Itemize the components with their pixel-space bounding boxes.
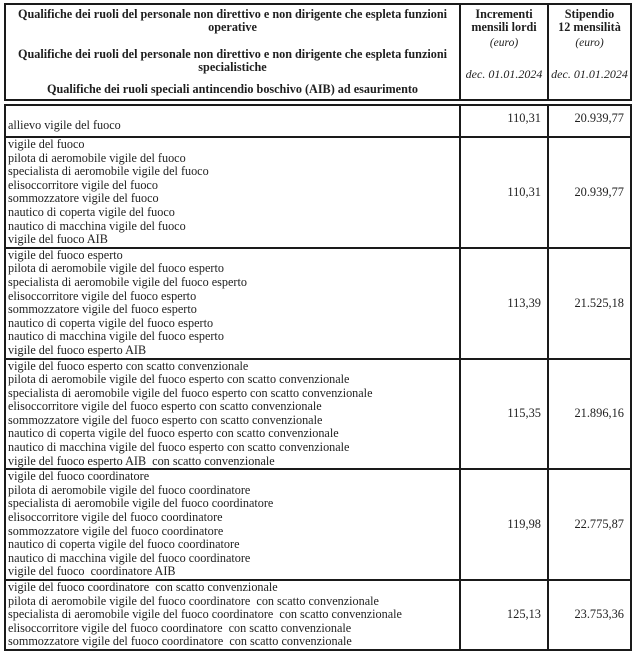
header-incrementi-date: dec. 01.01.2024 [465,67,543,81]
qualifica-item: specialista di aeromobile vigile del fuoco [8,164,209,179]
qualifica-item: vigile del fuoco AIB [8,232,108,247]
stipendio-cell: 21.525,18 [547,249,630,358]
qualifica-item: vigile del fuoco esperto con scatto convenzionale [8,358,249,373]
salary-table [4,3,632,651]
header-stipendio-title-2: 12 mensilità [558,20,621,34]
qualifica-item: nautico di coperta vigile del fuoco esperto con scatto convenzionale [8,426,339,441]
qualifica-item: nautico di coperta vigile del fuoco esperto [8,315,214,330]
qualifiche-cell [6,360,459,469]
header-stipendio-unit: (euro) [575,37,604,49]
qualifica-item: pilota di aeromobile vigile del fuoco coordinatore [8,482,251,497]
header-stipendio-title-1: Stipendio [564,7,615,21]
table-body [4,104,632,651]
table-row [6,247,630,358]
qualifica-item: sommozzatore vigile del fuoco [8,191,159,206]
header-qualifiche-operative: Qualifiche dei ruoli del personale non direttivo e non dirigente che espleta funzioni operative [17,7,448,34]
qualifica-item: vigile del fuoco [8,137,85,151]
header-incrementi-title-2: mensili lordi [471,20,537,34]
table-row [6,358,630,469]
header-qualifiche-aib: Qualifiche dei ruoli speciali antincendio boschivo (AIB) ad esaurimento [46,82,419,96]
header-qualifiche-cell [6,5,459,99]
qualifica-item: nautico di coperta vigile del fuoco [8,204,175,219]
qualifica-item: specialista di aeromobile vigile del fuoco coordinatore con scatto convenzionale [8,607,402,622]
incremento-cell: 115,35 [459,360,547,469]
qualifiche-cell [6,470,459,579]
table-row [6,468,630,579]
stipendio-cell: 20.939,77 [547,106,630,136]
stipendio-cell: 22.775,87 [547,470,630,579]
qualifica-item: allievo vigile del fuoco [8,118,121,132]
qualifica-item: sommozzatore vigile del fuoco coordinatore [8,523,224,538]
qualifica-item: pilota di aeromobile vigile del fuoco esperto con scatto convenzionale [8,372,350,387]
qualifica-item: elisoccorritore vigile del fuoco coordinatore con scatto convenzionale [8,620,352,635]
qualifica-item: vigile del fuoco coordinatore AIB [8,564,176,579]
qualifica-item: nautico di macchina vigile del fuoco esperto con scatto convenzionale [8,440,350,455]
table-row [6,106,630,136]
qualifica-item: vigile del fuoco esperto AIB con scatto convenzionale [8,453,275,468]
qualifica-item: nautico di macchina vigile del fuoco esperto [8,329,224,344]
incremento-cell: 119,98 [459,470,547,579]
qualifica-item: elisoccorritore vigile del fuoco [8,177,158,192]
header-incrementi-title-1: Incrementi [475,7,533,21]
incremento-cell: 113,39 [459,249,547,358]
qualifiche-cell [6,106,459,133]
table-header [4,3,632,101]
table-row [6,136,630,247]
qualifica-item: specialista di aeromobile vigile del fuoco esperto [8,274,247,289]
qualifica-item: sommozzatore vigile del fuoco esperto [8,302,197,317]
qualifica-item: nautico di coperta vigile del fuoco coordinatore [8,537,240,552]
qualifica-item: vigile del fuoco coordinatore con scatto convenzionale [8,580,278,594]
qualifica-item: specialista di aeromobile vigile del fuoco coordinatore [8,496,274,511]
qualifiche-cell [6,249,459,358]
qualifica-item: specialista di aeromobile vigile del fuoco esperto con scatto convenzionale [8,385,373,400]
qualifica-item: pilota di aeromobile vigile del fuoco coordinatore con scatto convenzionale [8,593,379,608]
qualifica-item: pilota di aeromobile vigile del fuoco esperto [8,261,224,276]
qualifica-item: elisoccorritore vigile del fuoco coordinatore [8,510,223,525]
incremento-cell: 110,31 [459,106,547,136]
incremento-cell: 125,13 [459,581,547,649]
qualifica-item: pilota di aeromobile vigile del fuoco [8,150,186,165]
stipendio-cell: 20.939,77 [547,138,630,247]
qualifiche-cell [6,138,459,247]
incremento-cell: 110,31 [459,138,547,247]
qualifica-item: nautico di macchina vigile del fuoco [8,218,186,233]
qualifica-item: sommozzatore vigile del fuoco coordinatore con scatto convenzionale [8,634,352,649]
stipendio-cell: 23.753,36 [547,581,630,649]
table-row [6,579,630,649]
header-incrementi-unit: (euro) [489,37,519,49]
header-stipendio-cell [547,5,630,99]
header-stipendio-date: dec. 01.01.2024 [551,67,628,81]
qualifica-item: elisoccorritore vigile del fuoco esperto con scatto convenzionale [8,399,322,414]
stipendio-cell: 21.896,16 [547,360,630,469]
header-incrementi-cell [459,5,547,99]
header-qualifiche-specialistiche: Qualifiche dei ruoli del personale non direttivo e non dirigente che espleta funzioni specialistiche [17,47,448,74]
qualifica-item: sommozzatore vigile del fuoco esperto con scatto convenzionale [8,412,323,427]
qualifica-item: vigile del fuoco esperto AIB [8,342,147,357]
qualifica-item: vigile del fuoco esperto [8,247,123,262]
qualifiche-cell [6,581,459,649]
qualifica-item: elisoccorritore vigile del fuoco esperto [8,288,197,303]
qualifica-item: vigile del fuoco coordinatore [8,469,150,484]
qualifica-item: nautico di macchina vigile del fuoco coordinatore [8,550,251,565]
